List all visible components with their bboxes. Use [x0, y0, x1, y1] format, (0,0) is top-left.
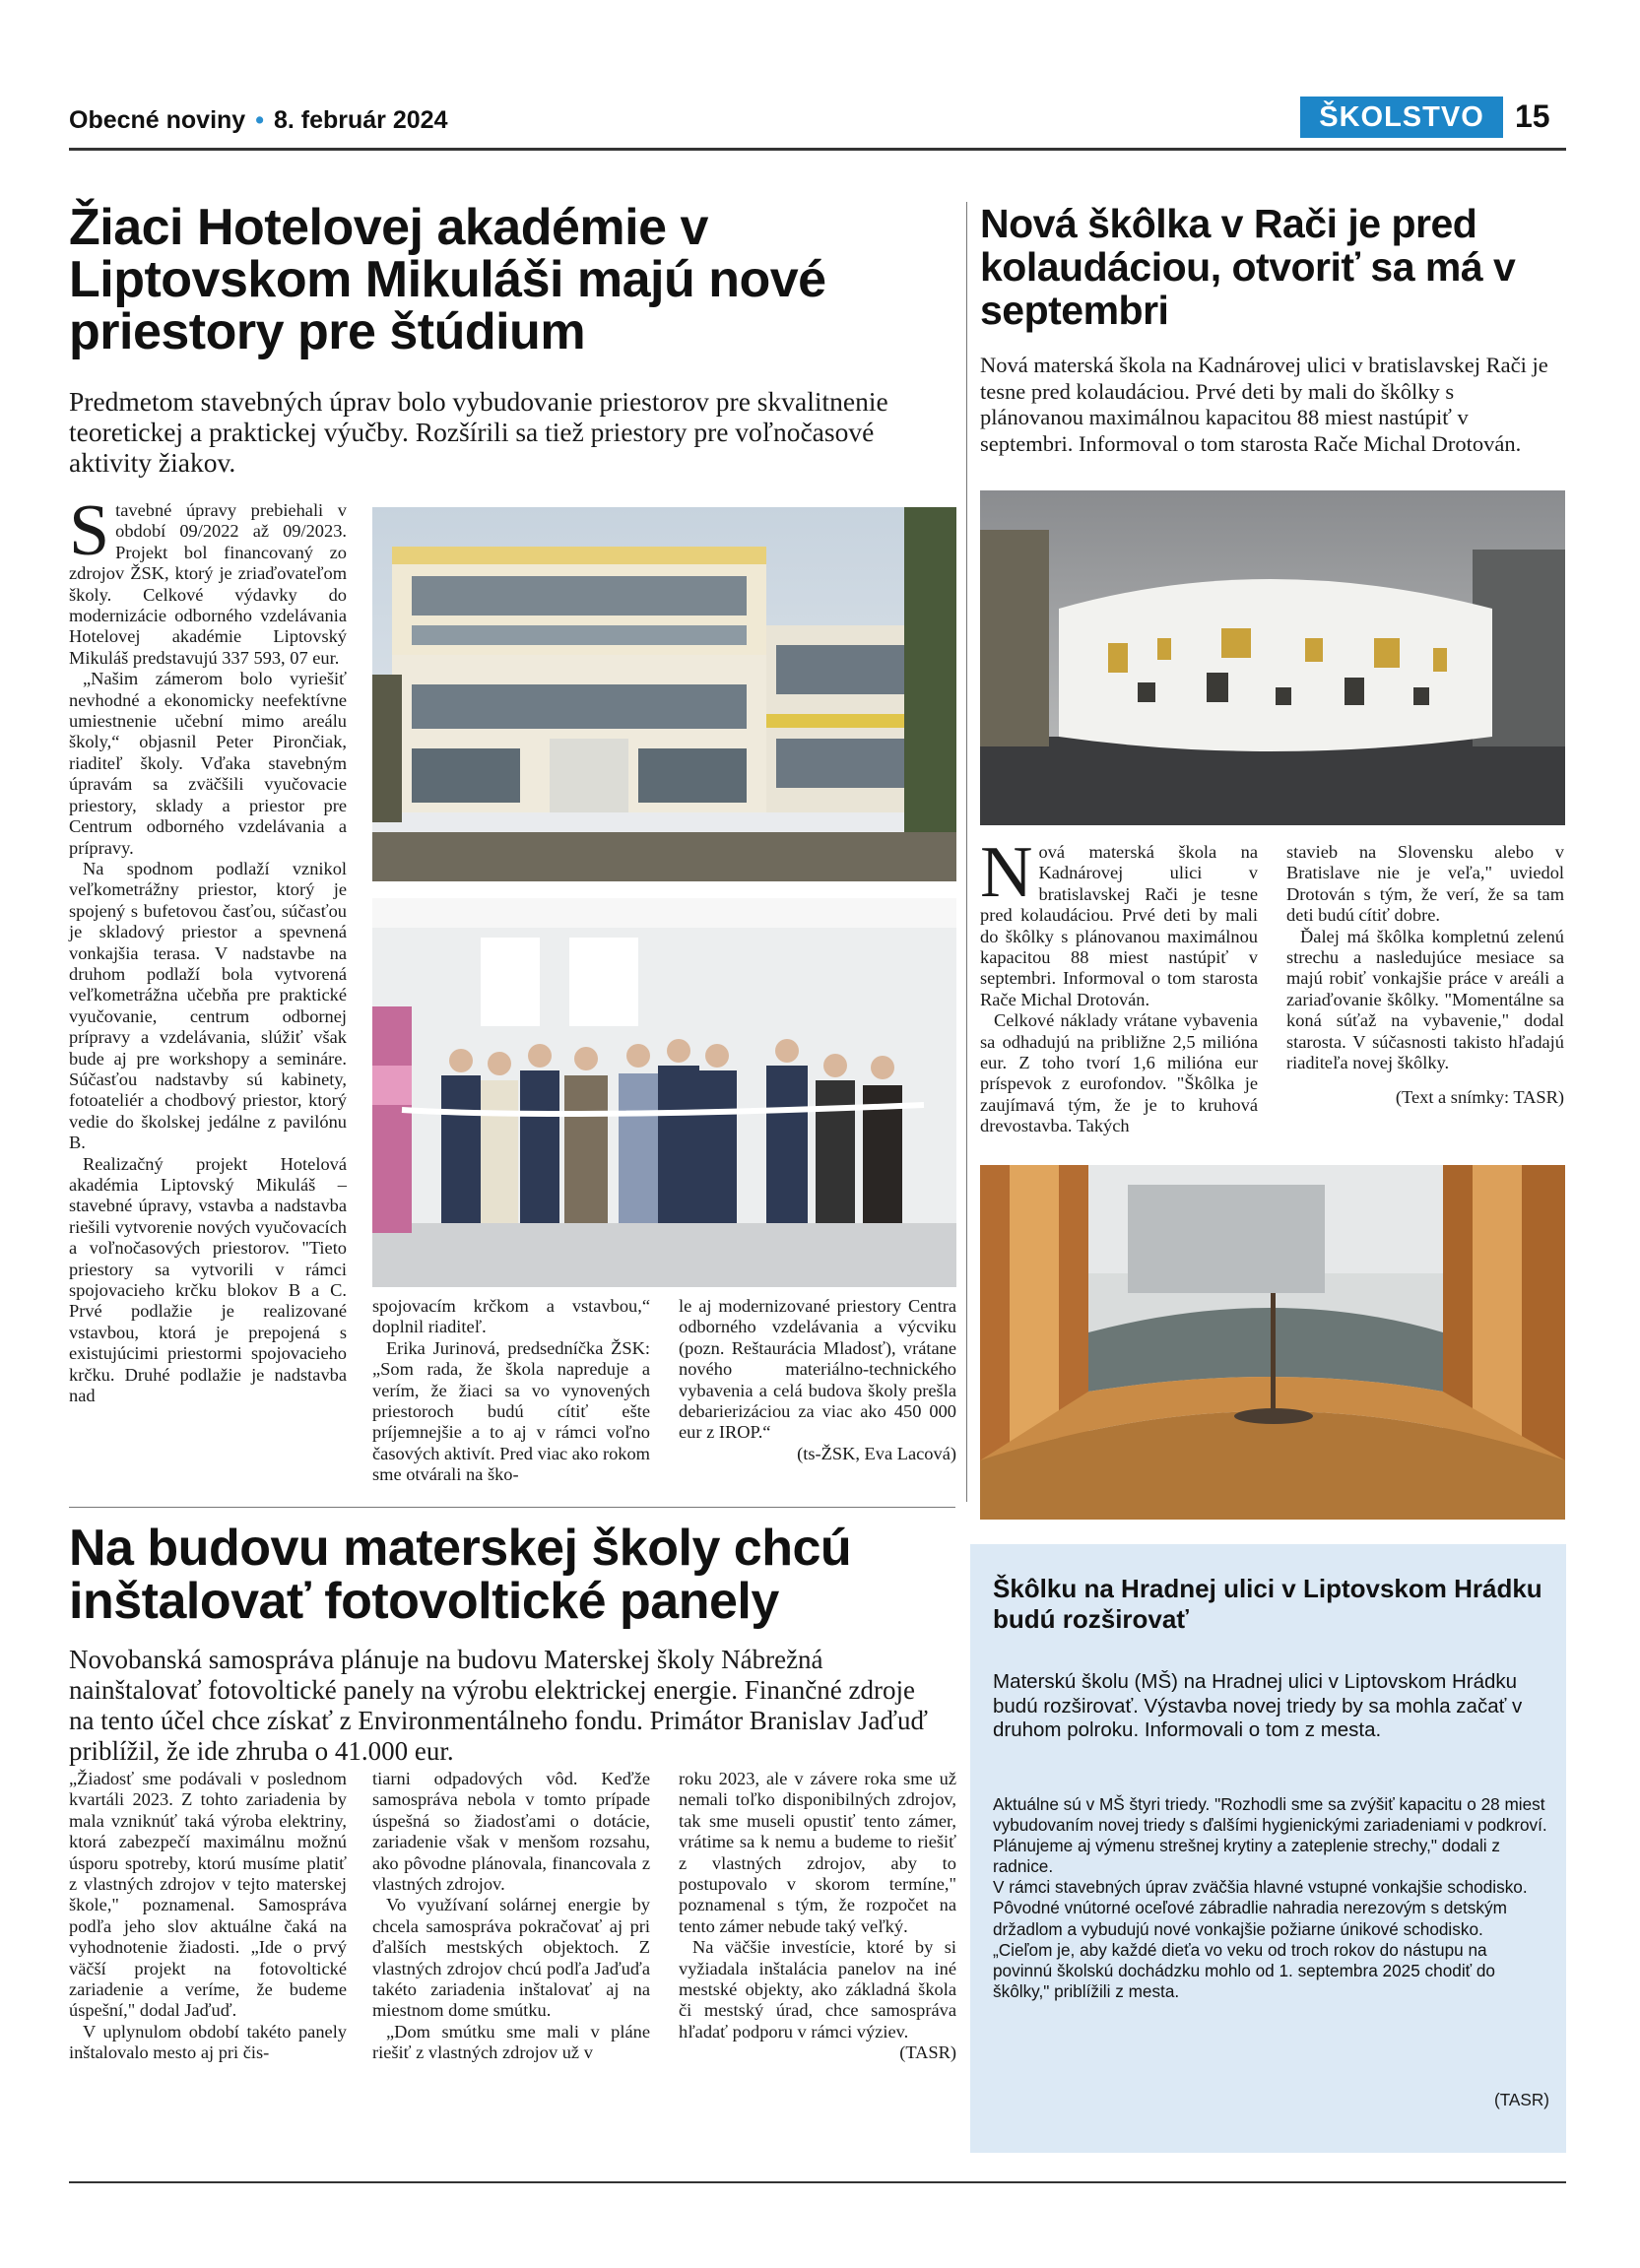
article1-column-2 [372, 1296, 650, 1486]
paragraph: Realizačný projekt Hotelová akadémia Liptovský Mikuláš – stavebné úpravy, vstavba a nadstavba riešili vytvorenie nových vyučovacích a voľnočasových priestorov. "Tieto priestory sa vytvorili v rámci spojovacieho krčku blokov B a C. Prvé podlažie je realizované vstavbou, ktorá je prepojená s existujúcimi priestormi spojovacieho krčku. Druhé podlažie je nadstavba nad [69, 1153, 347, 1406]
dropcap: N [980, 832, 1033, 913]
article2-column-2 [1286, 842, 1564, 1109]
column-divider [966, 202, 967, 1502]
paragraph: Na spodnom podlaží vznikol veľkometrážny priestor, ktorý je spojený s bufetovou časťou, súčasťou je skladový priestor a spevnená vonkajšia terasa. V nadstavbe na druhom podlaží bola vytvorená veľkometrážna učebňa pre praktické vyučovanie, centrum odbornej prípravy a vzdelávania, slúžiť však bude aj pre workshopy a semináre. Súčasťou nadstavby sú kabinety, fotoateliér a chodbový priestor, ktorý vedie do školskej jedálne z pavilónu B. [69, 858, 347, 1153]
article3-column-1 [69, 1769, 347, 2064]
paragraph: „Cieľom je, aby každé dieťa vo veku od troch rokov do nástupu na povinnú školskú dochádzku mohlo od 1. septembra 2025 chodiť do škôlky," priblížili z mesta. [993, 1939, 1495, 2001]
article2-credit: (Text a snímky: TASR) [1395, 1087, 1564, 1108]
section-divider [69, 1507, 955, 1508]
article2-lead: Nová materská škola na Kadnárovej ulici v bratislavskej Rači je tesne pred kolaudáciou. Prvé deti by mali do škôlky s plánovanou maximálnou kapacitou 88 miest nastúpiť v septembri. Informoval o tom starosta Rače Michal Drotován. [980, 353, 1548, 456]
section-label: ŠKOLSTVO [1300, 97, 1503, 138]
paragraph: Celkové náklady vrátane vybavenia sa odhadujú na približne 2,5 milióna eur. Z toho tvorí 1,6 milióna eur príspevok z eurofondov. "Škôlka je zaujímavá tým, že je to kruhová drevostavba. Takých [980, 1010, 1258, 1136]
paragraph: Vo využívaní solárnej energie by chcela samospráva pokračovať aj pri ďalších mestských objektoch. Z vlastných zdrojov chcú podľa Jaďuďa takéto zariadenia inštalovať aj na miestnom dome smútku. [372, 1895, 650, 2021]
article3-column-2 [372, 1769, 650, 2064]
header-rule [69, 148, 1566, 151]
kindergarten-exterior-photo [980, 490, 1565, 825]
paragraph: stavieb na Slovensku alebo v Bratislave nie je veľa," uviedol Drotován s tým, že verí, že sa tam deti budú cítiť dobre. [1286, 842, 1564, 926]
separator-dot: • [255, 106, 264, 134]
paragraph: „Dom smútku sme mali v pláne riešiť z vlastných zdrojov už v [372, 2021, 650, 2063]
paragraph: spojovacím krčkom a vstavbou,“ doplnil riaditeľ. [372, 1296, 650, 1337]
sidebar-credit: (TASR) [1493, 2090, 1549, 2109]
sidebar-body [993, 1794, 1549, 2002]
article1-column-3 [679, 1296, 956, 1464]
paragraph: Aktuálne sú v MŠ štyri triedy. "Rozhodli sme sa zvýšiť kapacitu o 28 miest vybudovaním novej triedy s ďalšími hygienickými zariadeniami v podkroví. Plánujeme aj výmenu strešnej krytiny a zateplenie strechy," dodali z radnice. [993, 1794, 1547, 1877]
article3-credit: (TASR) [899, 2042, 956, 2063]
publication-name: Obecné noviny [69, 106, 246, 134]
paragraph: Ďalej má škôlka kompletnú zelenú strechu a nasledujúce mesiace sa majú robiť vonkajšie práce v areáli a zariaďovanie škôlky. "Momentálne sa koná súťaž na vybavenie," dodal starosta. V súčasnosti takisto hľadajú riaditeľa novej škôlky. [1286, 926, 1564, 1073]
issue-date: 8. február 2024 [273, 106, 448, 134]
paragraph: roku 2023, ale v závere roka sme už nemali toľko disponibilných zdrojov, tak sme museli opustiť tento zámer, vrátime sa k nemu a budeme to riešiť z vlastných zdrojov, aby to postupovalo v skorom termíne," poznamenal s tým, že rozpočet na tento zámer nebude taký veľký. [679, 1769, 956, 1936]
paragraph: „Našim zámerom bolo vyriešiť nevhodné a ekonomicky neefektívne umiestnenie učební mimo areálu školy,“ objasnil Peter Pirončiak, riaditeľ školy. Vďaka stavebným úpravám sa zväčšili vyučovacie priestory, sklady a priestor pre Centrum odborného vzdelávania a prípravy. [69, 669, 347, 858]
paragraph: ová materská škola na Kadnárovej ulici v bratislavskej Rači je tesne pred kolaudáciou. Prvé deti by mali do škôlky s plánovanou maximálnou kapacitou 88 miest nastúpiť v septembri. Informoval o tom starosta Rače Michal Drotován. [980, 842, 1258, 1009]
article3-column-3 [679, 1769, 956, 2064]
paragraph: Erika Jurinová, predsedníčka ŽSK: „Som rada, že škola napreduje a verím, že žiaci sa vo vynovených priestoroch budú cítiť ešte príjemnejšie a to aj v rámci voľno časových aktivít. Pred viac ako rokom sme otvárali na ško- [372, 1337, 650, 1485]
paragraph: „Žiadosť sme podávali v poslednom kvartáli 2023. Z tohto zariadenia by mala vzniknúť taká výroba elektriny, ktorá zabezpečí maximálnu možnú úsporu spotreby, ktorú musíme platiť z vlastných zdrojov v tejto materskej škole," poznamenal. Samospráva podľa jeho slov aktuálne čaká na vyhodnotenie žiadosti. „Ide o prvý väčší projekt na fotovoltické zariadenie a veríme, že budeme úspešní," dodal Jaďuď. [69, 1769, 347, 2021]
sidebar-lead: Materskú školu (MŠ) na Hradnej ulici v Liptovskom Hrádku budú rozširovať. Výstavba novej triedy by sa mohla začať v druhom polroku. Informovali o tom z mesta. [993, 1670, 1523, 1741]
footer-rule [69, 2181, 1566, 2183]
article2-headline: Nová škôlka v Rači je pred kolaudáciou, otvoriť sa má v septembri [980, 201, 1516, 333]
article3-lead: Novobanská samospráva plánuje na budovu Materskej školy Nábrežná nainštalovať fotovoltické panely na výrobu elektrickej energie. Finančné zdroje na tento účel chce získať z Environmentálneho fondu. Primátor Branislav Jaďuď priblížil, že ide zhruba o 41.000 eur. [69, 1645, 928, 1766]
kindergarten-courtyard-photo [980, 1165, 1565, 1520]
sidebar-headline: Škôlku na Hradnej ulici v Liptovskom Hrádku budú rozširovať [993, 1574, 1542, 1634]
paragraph: tavebné úpravy prebiehali v období 09/2022 až 09/2023. Projekt bol financovaný zo zdrojov ŽSK, ktorý je zriaďovateľom školy. Celkové výdavky do modernizácie odborného vzdelávania Hotelovej akadémie Liptovský Mikuláš predstavujú 337 593, 07 eur. [69, 500, 347, 668]
article1-lead: Predmetom stavebných úprav bolo vybudovanie priestorov pre skvalitnenie teoretickej a praktickej výučby. Rozšírili sa tiež priestory pre voľnočasové aktivity žiakov. [69, 386, 888, 478]
article1-credit: (ts-ŽSK, Eva Lacová) [797, 1443, 956, 1463]
masthead [69, 106, 447, 135]
paragraph: le aj modernizované priestory Centra odborného vzdelávania a výcviku (pozn. Reštaurácia Mladosť), vrátane nového materiálno-technického vybavenia a celá budova školy prešla debarierizáciou za viac ako 450 000 eur z IROP.“ [679, 1296, 956, 1443]
page-number: 15 [1515, 98, 1550, 134]
paragraph: tiarni odpadových vôd. Keďže samospráva nebola v tomto prípade úspešná so žiadosťami o dotácie, zariadenie však v menšom rozsahu, ako pôvodne plánovala, financovala z vlastných zdrojov. [372, 1769, 650, 1895]
ribbon-cutting-photo [372, 898, 956, 1287]
article3-headline: Na budovu materskej školy chcú inštalovať fotovoltické panely [69, 1520, 852, 1630]
paragraph: V rámci stavebných úprav zväčšia hlavné vstupné vonkajšie schodisko. Pôvodné vnútorné oceľové zábradlie nahradia nerezovým s detským držadlom a vybudujú nové vonkajšie požiarne únikové schodisko. [993, 1877, 1528, 1939]
article1-column-1 [69, 490, 347, 1406]
school-building-photo [372, 507, 956, 881]
article2-column-1 [980, 832, 1258, 1137]
paragraph: V uplynulom období takéto panely inštalovalo mesto aj pri čis- [69, 2021, 347, 2063]
article1-headline: Žiaci Hotelovej akadémie v Liptovskom Mikuláši majú nové priestory pre štúdium [69, 199, 826, 360]
dropcap: S [69, 490, 110, 571]
paragraph: Na väčšie investície, ktoré by si vyžiadala inštalácia panelov na iné mestské objekty, ako základná škola či mestský úrad, chce samospráva hľadať podporu v rámci výziev. [679, 1937, 956, 2041]
